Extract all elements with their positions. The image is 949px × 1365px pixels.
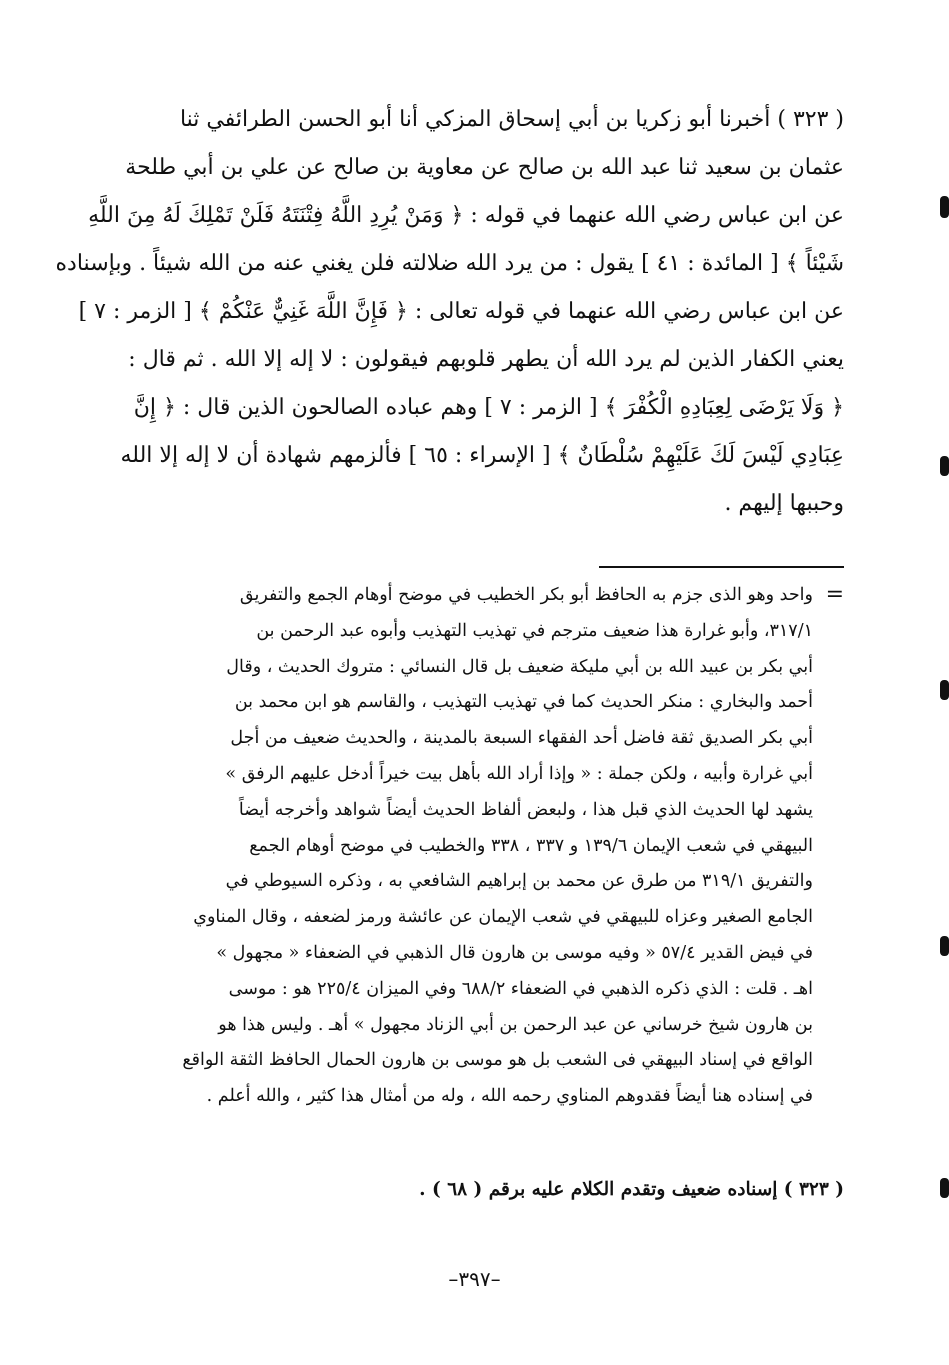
main-text-line: ( ٣٢٣ ) أخبرنا أبو زكريا بن أبي إسحاق المزكي أنا أبو الحسن الطرائفي ثنا (179, 107, 844, 132)
footnote-isnad-note: ( ٣٢٣ ) إسناده ضعيف وتقدم الكلام عليه برقم ( ٦٨ ) . (419, 1179, 844, 1200)
footnote-line: أبي بكر بن عبيد الله بن أبي مليكة ضعيف بل قال النسائي : متروك الحديث ، وقال (226, 656, 813, 677)
footnote-line: في إسناده هنا أيضاً فقدوهم المناوي رحمه الله ، وله من أمثال هذا كثير ، والله أعلم . (206, 1086, 813, 1107)
main-text-line: عن ابن عباس رضي الله عنهما في قوله تعالى : ﴿ فَإِنَّ اللَّهَ غَنِيٌّ عَنْكُمْ ﴾ [ الزمر : ٧ ] (78, 299, 844, 324)
footnote-line: أحمد والبخاري : منكر الحديث كما في تهذيب التهذيب ، والقاسم هو ابن محمد بن (234, 692, 813, 713)
footnote-line: والتفريق ٣١٩/١ من طرق عن محمد بن إبراهيم الشافعي به ، وذكره السيوطي في (225, 871, 813, 892)
footnote-line: بن هارون شيخ خرساني عن عبد الرحمن بن أبي الزناد مجهول » أهـ . وليس هذا هو (218, 1014, 813, 1035)
footnote-block (133, 578, 813, 1115)
footnote-line: الجامع الصغير وعزاه للبيهقي في شعب الإيمان عن عائشة ورمز لضعفه ، وقال المناوي (193, 907, 813, 928)
footnote-line: واحد وهو الذى جزم به الحافظ أبو بكر الخطيب في موضح أوهام الجمع والتفريق (239, 585, 813, 605)
footnote-line: في فيض القدير ٥٧/٤ « وفيه موسى بن هارون قال الذهبي في الضعفاء « مجهول » (216, 942, 813, 963)
footnote-line: الواقع في إسناد البيهقي فى الشعب بل هو موسى بن هارون الحمال الحافظ الثقة الواقع (182, 1050, 813, 1071)
scan-edge-mark (940, 456, 949, 476)
main-text-line: عثمان بن سعيد ثنا عبد الله بن صالح عن معاوية بن صالح عن علي بن أبي طلحة (125, 155, 844, 180)
scan-edge-mark (940, 936, 949, 956)
footnote-line: أبي بكر الصديق ثقة فاضل أحد الفقهاء السبعة بالمدينة ، والحديث ضعيف من أجل (230, 728, 813, 749)
scan-edge-mark (940, 680, 949, 700)
footnote-divider (599, 566, 844, 568)
page-number: –٣٩٧– (448, 1267, 501, 1291)
footnote-line: يشهد لها الحديث الذي قبل هذا ، ولبعض ألفاظ الحديث أيضاً شواهد وأخرجه أيضاً (238, 799, 813, 820)
main-text-block (55, 96, 844, 528)
main-text-line: عن ابن عباس رضي الله عنهما في قوله : ﴿ وَمَنْ يُرِدِ اللَّهُ فِتْنَتَهُ فَلَنْ تَمْلِكَ لَهُ مِنَ اللَّهِ (88, 203, 844, 228)
scan-edge-mark (940, 196, 949, 218)
main-text-line: ﴿ وَلَا يَرْضَى لِعِبَادِهِ الْكُفْرَ ﴾ [ الزمر : ٧ ] وهم عباده الصالحون الذين قال : ﴿ إِنَّ (133, 395, 844, 420)
main-text-line: عِبَادِي لَيْسَ لَكَ عَلَيْهِمْ سُلْطَانٌ ﴾ [ الإسراء : ٦٥ ] فألزمهم شهادة أن لا إله إلا الله (120, 443, 844, 468)
footnote-line: أبي غرارة وأبيه ، ولكن جملة : « وإذا أراد الله بأهل بيت خيراً أدخل عليهم الرفق » (225, 763, 813, 784)
main-text-line: شَيْئاً ﴾ [ المائدة : ٤١ ] يقول : من يرد الله ضلالته فلن يغني عنه من الله شيئاً . وبإسناده (55, 251, 844, 276)
main-text-line: يعني الكفار الذين لم يرد الله أن يطهر قلوبهم فيقولون : لا إله إلا الله . ثم قال : (128, 347, 844, 372)
scan-edge-mark (940, 1178, 949, 1198)
main-text-line: وحببها إليهم . (724, 491, 844, 516)
footnote-continuation-marker: = (825, 582, 844, 607)
footnote-line: ٣١٧/١، وأبو غرارة هذا ضعيف مترجم في تهذيب التهذيب وأبوه عبد الرحمن بن (256, 620, 813, 641)
footnote-line: اهـ . قلت : الذي ذكره الذهبي في الضعفاء ٦٨٨/٢ وفي الميزان ٢٢٥/٤ هو : موسى (228, 978, 813, 999)
footnote-line: البيهقي في شعب الإيمان ١٣٩/٦ و ٣٣٧ ، ٣٣٨ والخطيب في موضح أوهام الجمع (249, 835, 813, 856)
